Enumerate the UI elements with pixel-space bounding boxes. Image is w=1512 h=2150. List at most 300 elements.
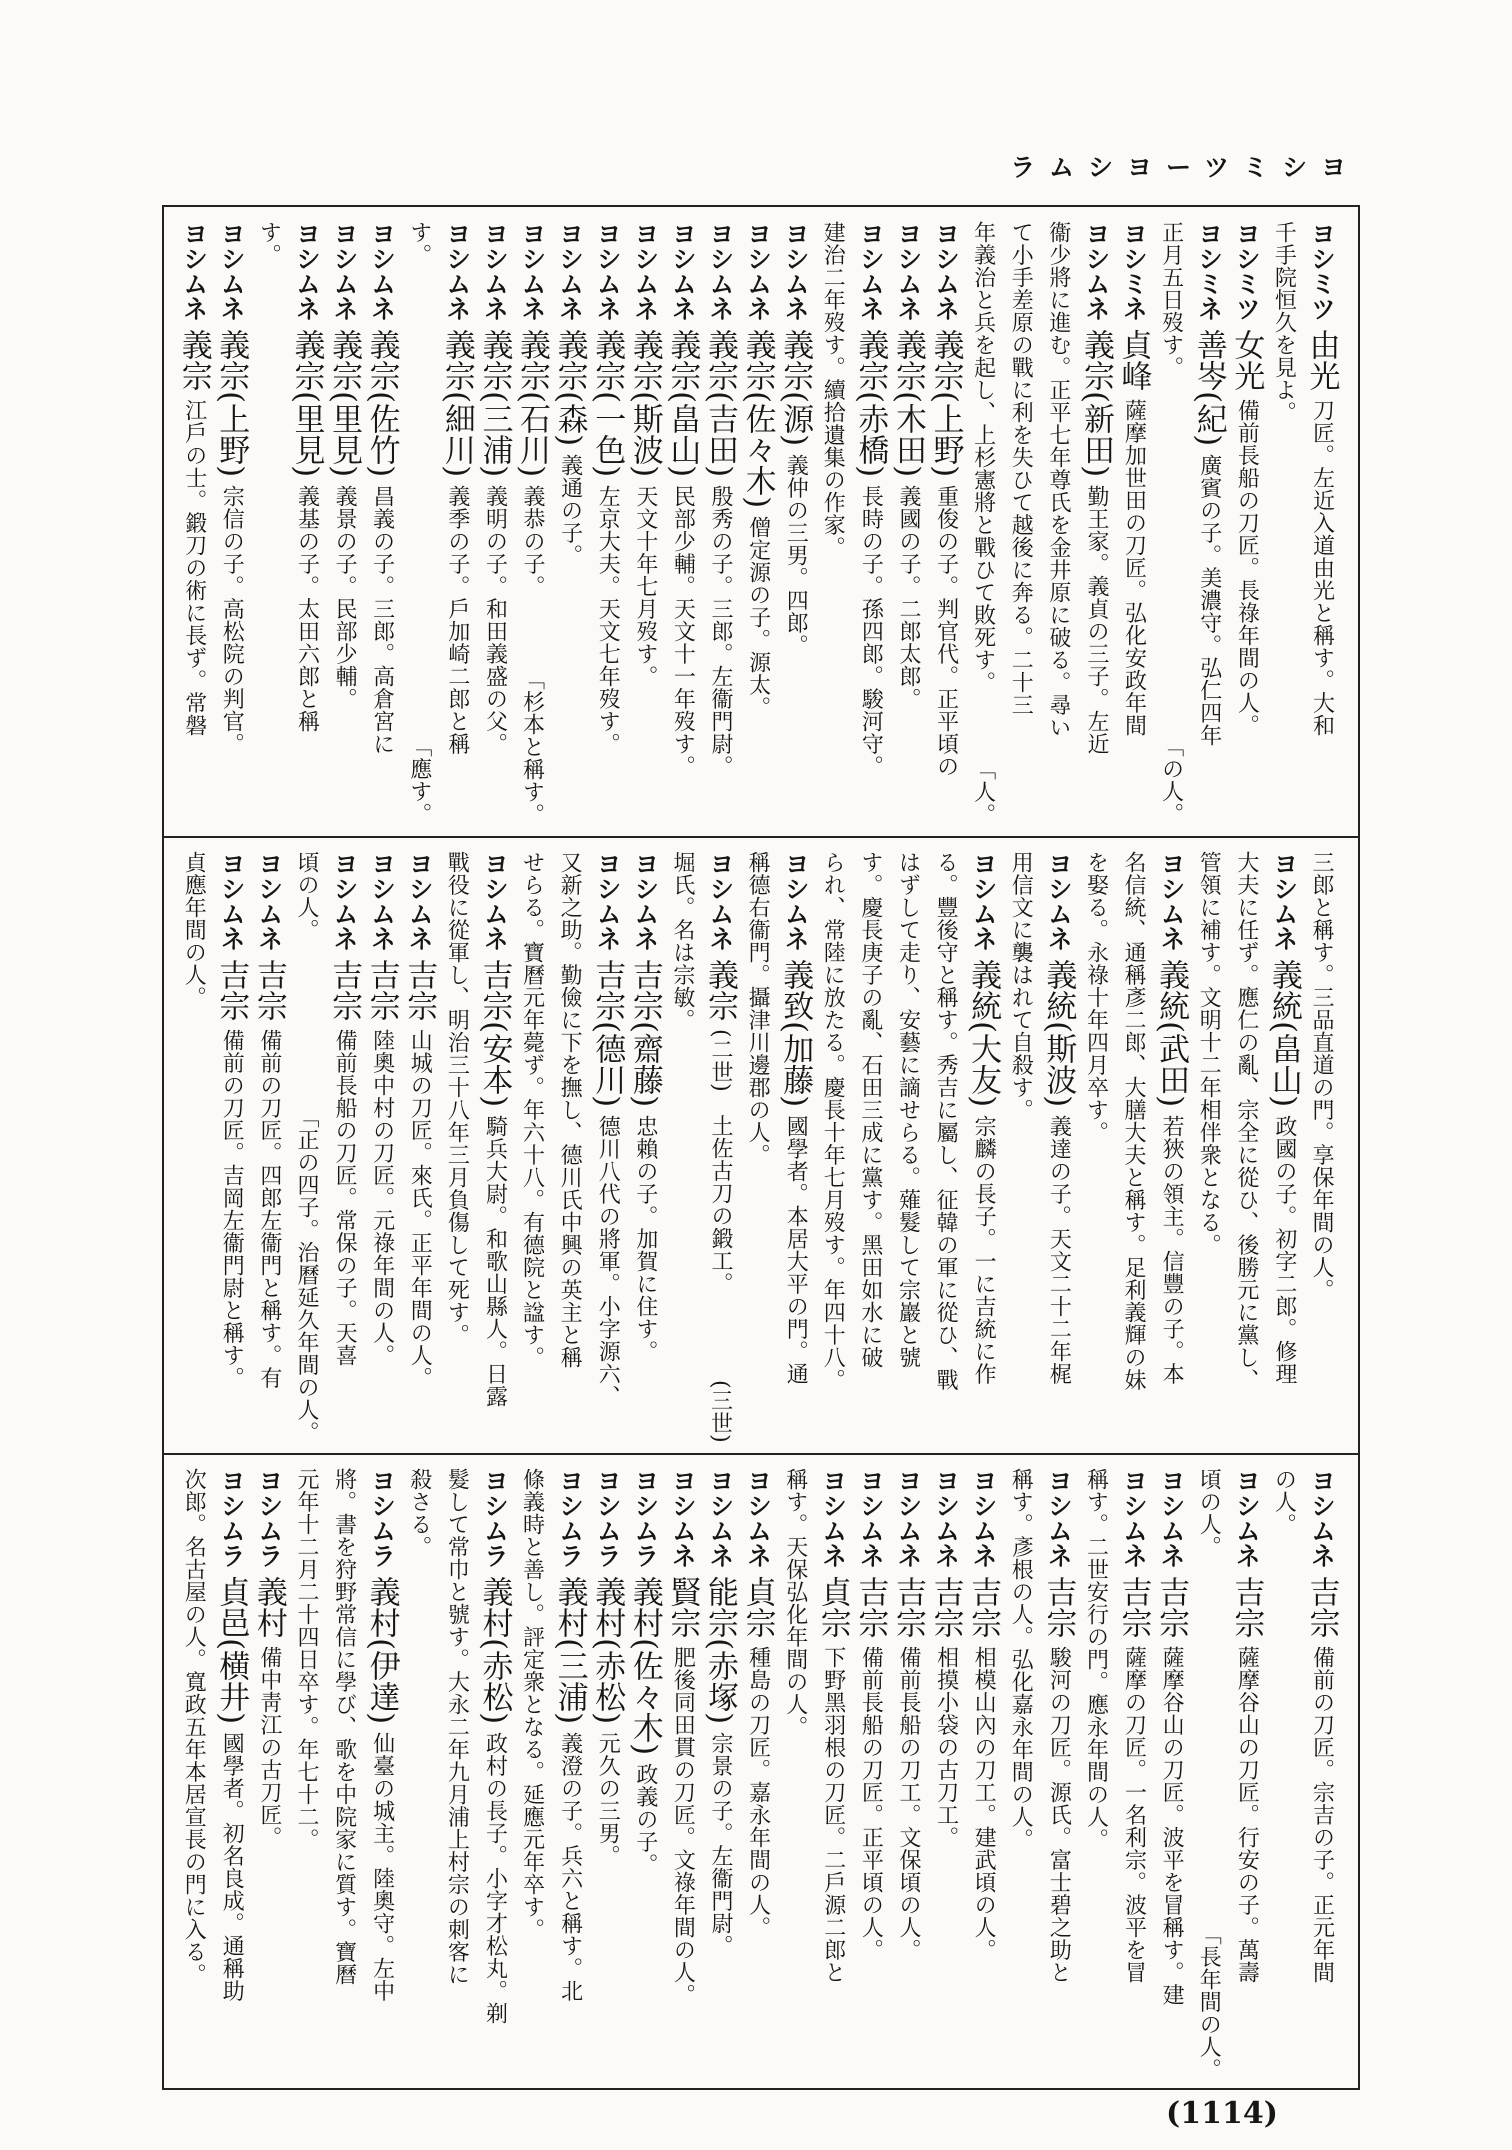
entry-text: 頃の人。: [1196, 1468, 1222, 1558]
entry-reading: ヨシムラ: [593, 1468, 623, 1568]
entry-reading: ヨシムネ: [254, 851, 284, 951]
entry-text: 國學者。初名良成。通稱助: [219, 1732, 245, 2003]
entry-headword: 義宗(一色): [589, 329, 626, 478]
column-main-line: [1265, 1468, 1303, 1536]
entry-text: 備前の刀匠。四郎左衞門と稱す。有: [256, 1029, 282, 1389]
continuation-column: [551, 843, 589, 1447]
entry-headword: 義致(加藤): [777, 959, 814, 1108]
entry-reading: ヨシムネ: [969, 1468, 999, 1568]
entry-reading: ヨシムネ: [555, 221, 585, 321]
entry-column: [475, 843, 513, 1447]
continuation-column: [1302, 843, 1340, 1447]
entry-column: [889, 1460, 927, 2084]
column-main-line: [1227, 221, 1265, 737]
column-main-line: [287, 851, 325, 941]
column-main-line: [851, 221, 889, 778]
column-main-line: [1039, 851, 1077, 1385]
column-main-line: [701, 851, 739, 1295]
entry-headword: 義宗(畠山): [664, 329, 701, 478]
entry-column: [363, 843, 401, 1447]
column-main-line: [1302, 851, 1340, 1301]
column-main-line: [1077, 221, 1115, 755]
column-main-line: [1190, 1468, 1228, 1558]
entry-column: [588, 1460, 626, 2084]
entry-headword: 吉宗(安本): [476, 959, 513, 1108]
entry-text: 宗景の子。左衞門尉。: [708, 1732, 733, 1958]
entry-text: 陸奧中村の刀匠。元祿年間の人。: [369, 1029, 395, 1367]
entry-text: 薩摩谷山の刀匠。行安の子。萬壽: [1234, 1646, 1260, 1984]
entry-column: [400, 843, 438, 1447]
column-main-line: [1227, 1468, 1265, 1984]
entry-headword: 義宗(上野): [927, 329, 964, 478]
entry-headword: 義宗(細川): [438, 329, 475, 478]
column-main-line: [1152, 1468, 1190, 2006]
entry-text: す。: [406, 221, 432, 266]
column-main-line: [964, 851, 1002, 1385]
entry-reading: ヨシムネ: [217, 851, 247, 951]
page-number: (1114): [1166, 2096, 1278, 2131]
entry-text: 名信統、通稱彥二郎、大膳大夫と稱す。足利義輝の妹: [1121, 851, 1147, 1391]
entry-column: [588, 843, 626, 1447]
column-main-line: [250, 221, 288, 266]
column-main-line: [250, 851, 288, 1389]
column-main-line: [1077, 1468, 1115, 1851]
entry-text: られ、常陸に放たる。慶長十年七月歿す。年四十八。: [820, 851, 846, 1391]
entry-reading: ヨシムネ: [1157, 851, 1187, 951]
entry-text: 千手院恒久を見よ。: [1271, 221, 1297, 424]
entry-headword: 吉宗: [889, 1576, 926, 1638]
entry-headword: 吉宗: [213, 959, 250, 1021]
entry-text: 昌義の子。三郎。高倉宮に: [369, 485, 395, 756]
entry-reading: ヨシムネ: [292, 221, 322, 321]
entry-reading: ヨシムネ: [931, 221, 961, 321]
continuation-column: [287, 1460, 325, 2084]
entry-column: [1190, 213, 1228, 829]
entry-text: 宗信の子。高松院の判官。: [219, 485, 245, 756]
entry-column: [964, 843, 1002, 1447]
entry-column: [626, 843, 664, 1447]
entry-text: 宗麟の長子。一に吉統に作: [971, 1115, 997, 1386]
entry-headword: 吉宗(齋藤): [626, 959, 663, 1108]
entry-headword: 義統(大友): [965, 959, 1002, 1108]
entry-text: 政義の子。: [632, 1763, 658, 1876]
entry-text: 頃の人。: [293, 851, 319, 941]
entry-column: [1265, 843, 1303, 1447]
entry-column: [1227, 213, 1265, 829]
entry-reading: ヨシミツ: [1232, 221, 1262, 321]
column-main-line: [363, 1468, 401, 2002]
continuation-column: [513, 843, 551, 1447]
column-main-line: [287, 1468, 325, 1851]
entry-reading: ヨシミネ: [1119, 221, 1149, 321]
entry-text: る。豐後守と稱す。秀吉に屬し、征韓の軍に從ひ、戰: [933, 851, 959, 1391]
entry-text: 稱す。二世安行の門。應永年間の人。: [1083, 1468, 1109, 1851]
continuation-column: [1190, 843, 1228, 1447]
column-main-line: [363, 221, 401, 755]
entry-headword: 義宗(斯波): [626, 329, 663, 478]
column-main-line: [175, 1468, 213, 1986]
entry-column: [776, 843, 814, 1447]
entry-text: 若狹の領主。信豐の子。本: [1159, 1115, 1185, 1386]
entry-column: [701, 843, 739, 1447]
entry-text: せらる。寶曆元年薨ず。年六十八。有德院と諡す。: [519, 851, 545, 1369]
entry-headword: 義宗(赤橋): [852, 329, 889, 478]
column-main-line: [926, 851, 964, 1391]
entry-column: [851, 1460, 889, 2084]
entry-reading: ヨシムネ: [367, 221, 397, 321]
entry-text: 刀匠。左近入道由光と稱す。大和: [1309, 399, 1335, 737]
entry-reading: ヨシムネ: [1307, 1468, 1337, 1568]
entry-text: 備前の刀匠。吉岡左衞門尉と稱す。: [219, 1029, 245, 1389]
column-main-line: [1114, 851, 1152, 1391]
column-main-line: [1039, 221, 1077, 739]
entry-headword: 吉宗: [927, 1576, 964, 1638]
entry-headword: 吉宗: [852, 1576, 889, 1638]
column-main-line: [926, 1468, 964, 1849]
column-main-line: [588, 221, 626, 755]
entry-headword: 義宗(木田): [889, 329, 926, 478]
entry-headword: 貞宗: [814, 1576, 851, 1638]
entry-reading: ヨシムネ: [893, 221, 923, 321]
column-main-line: [964, 1468, 1002, 1961]
entry-reading: ヨシムネ: [743, 1468, 773, 1568]
entry-text: 相模山內の刀工。建武頃の人。: [971, 1646, 997, 1961]
entry-column: [212, 843, 250, 1447]
column-main-line: [212, 221, 250, 755]
entry-headword: 吉宗: [1153, 1576, 1190, 1638]
entry-reading: ヨシムネ: [856, 1468, 886, 1568]
entry-reading: ヨシムネ: [630, 851, 660, 951]
entry-reading: ヨシムラ: [254, 1468, 284, 1568]
column-main-line: [663, 1468, 701, 2006]
entry-column: [739, 213, 777, 829]
column-main-line: [175, 221, 213, 737]
running-head: ヨシミツーヨシムラ: [1010, 153, 1360, 182]
entry-text: 薩摩加世田の刀匠。弘化安政年間: [1121, 399, 1147, 737]
entry-reading: ヨシムネ: [1044, 1468, 1074, 1568]
column-main-line: [551, 1468, 589, 2002]
entry-text: 稱德右衞門。攝津川邊郡の人。: [745, 851, 771, 1166]
entry-text: 忠賴の子。加賀に住す。: [632, 1115, 658, 1363]
entry-text: 左京大夫。天文七年歿す。: [595, 485, 621, 756]
column-main-line: [513, 1468, 551, 1941]
continuation-column: [438, 843, 476, 1447]
entry-column: [513, 213, 551, 829]
entry-text: 肥後同田貫の刀匠。文祿年間の人。: [670, 1646, 696, 2006]
column-main-line: [1002, 1468, 1040, 1851]
continuation-column: [1114, 843, 1152, 1447]
column-main-line: [814, 851, 852, 1391]
column-main-line: [663, 221, 701, 778]
entry-reading: ヨシムネ: [1269, 851, 1299, 951]
entry-text: 次郎。名古屋の人。寬政五年本居宣長の門に入る。: [181, 1468, 207, 1986]
entry-reading: ヨシムラ: [367, 1468, 397, 1568]
column-main-line: [1302, 221, 1340, 737]
entry-column: [663, 213, 701, 829]
entry-text: 義達の子。天文二十二年梶: [1046, 1115, 1072, 1386]
entry-headword: 義村(赤松): [476, 1576, 513, 1725]
entry-text: 三郎と稱す。三品直道の門。享保年間の人。: [1309, 851, 1334, 1301]
entry-column: [551, 1460, 589, 2084]
entry-reading: ヨシムネ: [1119, 1468, 1149, 1568]
entry-headword: 義宗(新田): [1077, 329, 1114, 478]
entry-text: 相摸小袋の古刀工。: [933, 1646, 959, 1849]
entry-headword: 義宗(佐竹): [363, 329, 400, 478]
entry-text: 政村の長子。小字才松丸。剃: [482, 1732, 508, 2025]
entry-text: 廣賓の子。美濃守。弘仁四年: [1196, 454, 1222, 747]
entry-text: 戰役に從軍し、明治三十八年三月負傷して死す。: [444, 851, 470, 1346]
entry-headword: 賢宗: [664, 1576, 701, 1638]
entry-headword: 能宗(赤塚): [702, 1576, 738, 1725]
entry-text: 義基の子。太田六郎と稱: [294, 485, 320, 733]
entry-reading: ヨシムネ: [330, 851, 360, 951]
continuation-column: [663, 843, 701, 1447]
entry-text: 山城の刀匠。來氏。正平年間の人。: [407, 1029, 433, 1389]
column-main-line: [776, 1468, 814, 1738]
continuation-column: [1002, 213, 1040, 829]
entry-headword: 義宗(里見): [288, 329, 325, 478]
column-main-line: [663, 851, 701, 1031]
entry-column: [250, 843, 288, 1447]
tier-divider: [164, 1453, 1358, 1455]
column-main-line: [325, 851, 363, 1367]
column-main-line: [1265, 221, 1303, 424]
entry-reading: ヨシムネ: [706, 1468, 735, 1568]
column-main-line: [212, 1468, 250, 2002]
entry-reading: ヨシムネ: [367, 851, 397, 951]
entry-column: [1114, 213, 1152, 829]
entry-reading: ヨシムネ: [893, 1468, 923, 1568]
continuation-column: [739, 843, 777, 1447]
entry-overflow-text: 「人。: [970, 757, 996, 825]
entry-reading: ヨシムネ: [1044, 851, 1074, 951]
entry-text: 重俊の子。判官代。正平頃の: [933, 485, 959, 778]
entry-text: 種島の刀匠。嘉永年間の人。: [745, 1646, 771, 1939]
entry-reading: ヨシミネ: [1194, 221, 1224, 321]
column-main-line: [776, 851, 814, 1385]
entry-reading: ヨシムネ: [593, 221, 623, 321]
column-main-line: [1152, 221, 1190, 379]
entry-text: はずして走り、安藝に謫せらる。薙髮して宗巖と號: [895, 851, 921, 1369]
column-main-line: [287, 221, 325, 733]
column-main-line: [739, 851, 777, 1166]
entry-text: 江戶の士。鍛刀の術に長ず。常磐: [181, 399, 207, 737]
entry-headword: 義宗(上野): [213, 329, 250, 478]
continuation-column: [1002, 843, 1040, 1447]
column-main-line: [701, 1468, 739, 1957]
column-main-line: [1114, 1468, 1152, 1984]
entry-headword: 吉宗: [1040, 1576, 1077, 1638]
continuation-column: [438, 1460, 476, 2084]
entry-text: 義季の子。戶加崎二郎と稱: [444, 485, 470, 756]
entry-headword: 義宗(里見): [326, 329, 363, 478]
entry-overflow-text: 「の人。: [1158, 735, 1184, 825]
column-main-line: [851, 1468, 889, 1961]
column-main-line: [889, 221, 927, 710]
entry-text: 稱す。天保弘化年間の人。: [782, 1468, 808, 1738]
column-main-line: [475, 1468, 513, 2025]
entry-text: 騎兵大尉。和歌山縣人。日露: [482, 1115, 508, 1408]
entry-text: の人。: [1271, 1468, 1297, 1536]
entry-text: 元久の三男。: [595, 1732, 621, 1868]
column-main-line: [400, 851, 438, 1389]
column-main-line: [551, 851, 589, 1369]
entry-column: [1039, 1460, 1077, 2084]
entry-text: 髮して常巾と號す。大永二年九月浦上村宗の刺客に: [444, 1468, 470, 1986]
entry-headword: 貞峰: [1115, 329, 1152, 391]
continuation-column: [964, 213, 1002, 829]
entry-headword: 貞宗: [739, 1576, 776, 1638]
entry-text: 殷秀の子。三郎。左衞門尉。: [708, 485, 733, 778]
entry-reading: ヨシムネ: [480, 851, 510, 951]
entry-text: を娶る。永祿十年四月卒す。: [1083, 851, 1109, 1144]
entry-column: [588, 213, 626, 829]
entry-headword: 義宗(源): [777, 329, 814, 447]
column-main-line: [513, 221, 551, 598]
entry-column: [1152, 843, 1190, 1447]
entry-reading: ヨシムネ: [405, 851, 435, 951]
column-main-line: [588, 851, 626, 1408]
entry-text: 貞應年間の人。: [181, 851, 207, 1009]
column-main-line: [1265, 851, 1303, 1385]
continuation-column: [1265, 1460, 1303, 2084]
column-main-line: [438, 221, 476, 755]
entry-reading: ヨシムネ: [330, 221, 360, 321]
entry-column: [776, 213, 814, 829]
column-main-line: [1002, 851, 1040, 1121]
column-main-line: [1077, 851, 1115, 1144]
entry-column: [1152, 1460, 1190, 2084]
entry-text: (二世) 土佐古刀の鍛工。: [708, 1029, 733, 1295]
entry-text: 德川八代の將軍。小字源六、: [595, 1115, 621, 1408]
entry-reading: ヨシムネ: [1081, 221, 1111, 321]
entry-text: 駿河の刀匠。源氏。富士碧之助と: [1046, 1646, 1072, 1984]
entry-headword: 義統(武田): [1153, 959, 1190, 1108]
entry-column: [287, 213, 325, 829]
entry-headword: 義宗(石川): [514, 329, 551, 478]
column-main-line: [889, 851, 927, 1369]
entry-overflow-text: 「正の四子。治曆延久年間の人。: [293, 1105, 319, 1443]
column-main-line: [739, 221, 777, 719]
entry-headword: 義宗(吉田): [702, 329, 738, 478]
entry-text: 大夫に任ず。應仁の亂、宗全に從ひ、後勝元に黨し、: [1233, 851, 1259, 1391]
entry-column: [250, 1460, 288, 2084]
entry-text: 僧定源の子。源太。: [745, 516, 771, 719]
tier-bottom: [174, 1460, 1340, 2084]
entry-text: 仙臺の城主。陸奧守。左中: [369, 1732, 395, 2003]
entry-column: [964, 1460, 1002, 2084]
continuation-column: [325, 1460, 363, 2084]
column-main-line: [250, 1468, 288, 1849]
continuation-column: [175, 843, 213, 1447]
entry-overflow-text: 「長年間の人。: [1196, 1922, 1222, 2080]
continuation-column: [1039, 213, 1077, 829]
entry-column: [212, 1460, 250, 2084]
entry-text: 稱す。彥根の人。弘化嘉永年間の人。: [1008, 1468, 1034, 1851]
entry-text: 薩摩の刀匠。一名利宗。波平を冒: [1121, 1646, 1147, 1984]
entry-text: す。慶長庚子の亂、石田三成に黨す。黑田如水に破: [857, 851, 883, 1369]
column-main-line: [964, 221, 1002, 694]
entry-headword: 義村: [250, 1576, 287, 1638]
entry-reading: ヨシムラ: [217, 1468, 247, 1568]
entry-column: [438, 213, 476, 829]
column-main-line: [1039, 1468, 1077, 1984]
entry-headword: 義村(伊達): [363, 1576, 400, 1725]
column-main-line: [1002, 221, 1040, 716]
column-main-line: [400, 1468, 438, 1558]
column-main-line: [1190, 221, 1228, 747]
entry-reading: ヨシムネ: [706, 221, 735, 321]
entry-text: 義澄の子。兵六と稱す。北: [557, 1732, 583, 2003]
entry-reading: ヨシムネ: [442, 221, 472, 321]
entry-text: 堀氏。名は宗敏。: [669, 851, 695, 1031]
entry-headword: 善岑(紀): [1190, 329, 1227, 447]
entry-headword: 吉宗: [1115, 1576, 1152, 1638]
entry-text: 元年十二月二十四日卒す。年七十二。: [293, 1468, 319, 1851]
column-main-line: [626, 851, 664, 1363]
entry-text: 管領に補す。文明十二年相伴衆となる。: [1196, 851, 1222, 1256]
entry-headword: 吉宗: [326, 959, 363, 1021]
tier-divider: [164, 836, 1358, 838]
entry-reading: ヨシムネ: [781, 851, 811, 951]
entry-reading: ヨシムネ: [781, 221, 811, 321]
entry-headword: 女光: [1228, 329, 1265, 391]
entry-reading: ヨシムネ: [668, 1468, 698, 1568]
entry-reading: ヨシムネ: [743, 221, 773, 321]
entry-text: 政國の子。初字二郎。修理: [1271, 1115, 1297, 1386]
column-main-line: [363, 851, 401, 1367]
entry-headword: 吉宗: [401, 959, 438, 1021]
entry-text: 將。書を狩野常信に學び、歌を中院家に質す。寶曆: [331, 1468, 357, 1986]
column-main-line: [739, 1468, 777, 1939]
continuation-column: [1227, 843, 1265, 1447]
entry-column: [1302, 1460, 1340, 2084]
entry-reading: ヨシムネ: [706, 851, 735, 951]
column-main-line: [400, 221, 438, 266]
column-main-line: [1302, 1468, 1340, 1984]
column-main-line: [1152, 851, 1190, 1385]
entry-reading: ヨシムネ: [593, 851, 623, 951]
entry-headword: 義村(佐々木): [626, 1576, 663, 1756]
entry-column: [926, 1460, 964, 2084]
entry-text: 天文十年七月歿す。: [632, 485, 658, 688]
entry-reading: ヨシムネ: [630, 221, 660, 321]
column-main-line: [438, 1468, 476, 1986]
entry-column: [626, 1460, 664, 2084]
entry-headword: 吉宗: [1228, 1576, 1265, 1638]
entry-headword: 義村(赤松): [589, 1576, 626, 1725]
entry-reading: ヨシムネ: [480, 221, 510, 321]
column-main-line: [551, 221, 589, 567]
column-main-line: [588, 1468, 626, 1867]
page-frame: [162, 205, 1360, 2090]
column-main-line: [175, 851, 213, 1009]
entry-reading: ヨシムラ: [555, 1468, 585, 1568]
entry-headword: 吉宗: [250, 959, 287, 1021]
entry-reading: ヨシムラ: [630, 1468, 660, 1568]
continuation-column: [175, 1460, 213, 2084]
entry-text: 義明の子。和田義盛の父。: [482, 485, 508, 756]
entry-text: 義國の子。二郎太郎。: [895, 485, 921, 711]
entry-text: 又新之助。勤儉に下を撫し、德川氏中興の英主と稱: [557, 851, 583, 1369]
entry-column: [475, 213, 513, 829]
continuation-column: [1265, 213, 1303, 829]
entry-text: 備前長船の刀匠。長祿年間の人。: [1234, 399, 1260, 737]
column-main-line: [1227, 851, 1265, 1391]
entry-headword: 義宗: [175, 329, 212, 391]
entry-text: 衞少將に進む。正平七年尊氏を金井原に破る。尋い: [1045, 221, 1071, 739]
entry-text: 正月五日歿す。: [1158, 221, 1184, 379]
